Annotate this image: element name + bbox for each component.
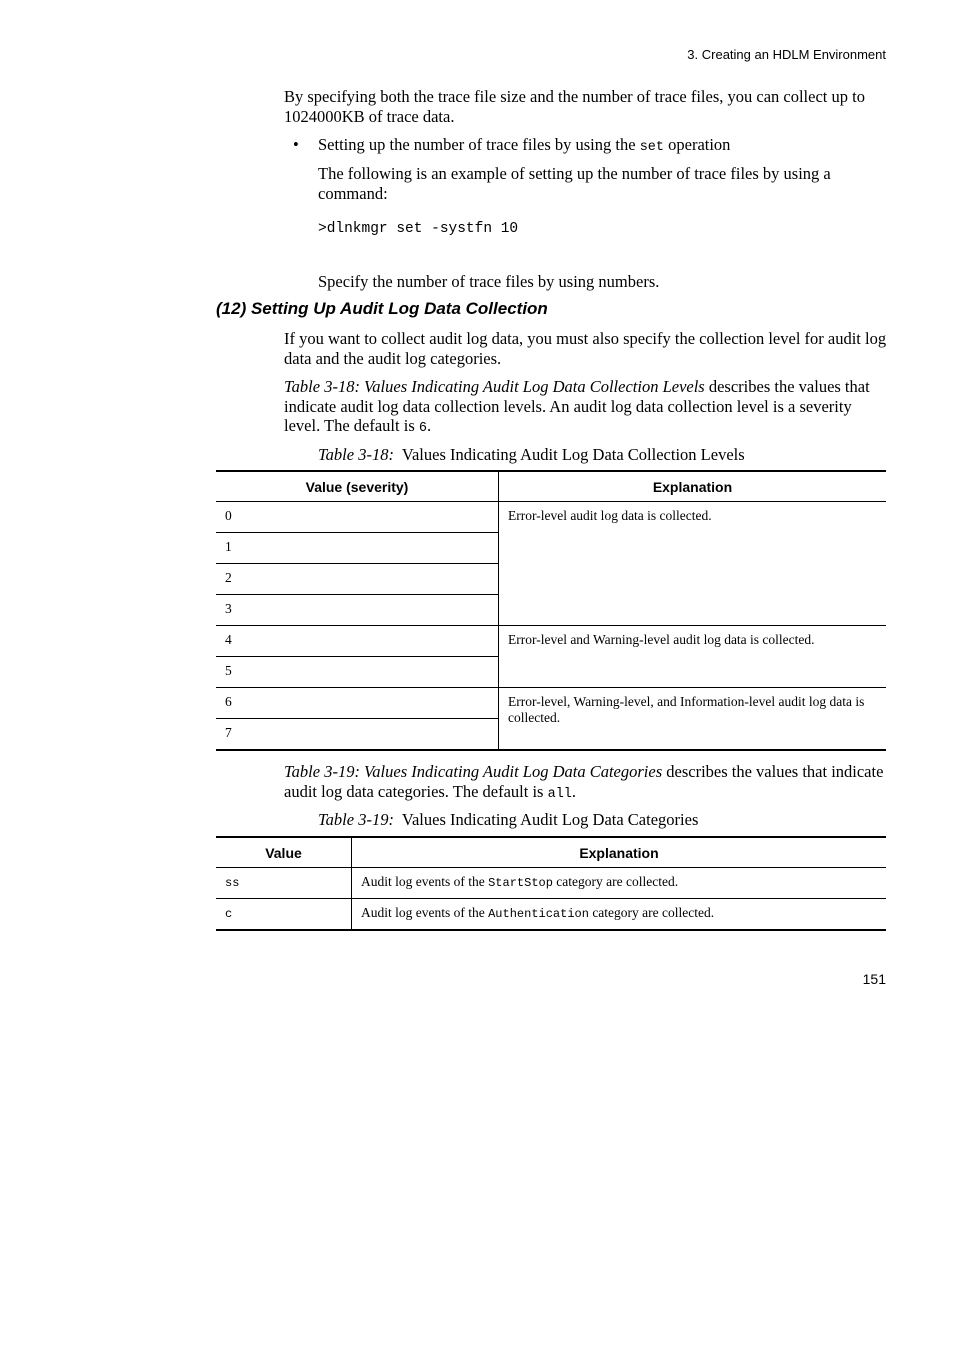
category-explanation: Audit log events of the StartStop category are collected. (352, 868, 887, 899)
inline-code: 6 (418, 421, 427, 436)
level-value: 3 (216, 595, 499, 626)
column-header: Explanation (499, 471, 887, 502)
column-header: Value (severity) (216, 471, 499, 502)
inline-code: all (547, 786, 572, 802)
table-caption (318, 810, 698, 830)
table-row (216, 626, 886, 657)
category-value: c (216, 899, 352, 931)
section-heading: (12) Setting Up Audit Log Data Collection (216, 299, 548, 318)
command-example: >dlnkmgr set -systfn 10 (318, 221, 519, 237)
table-reference: Table 3-18: Values Indicating Audit Log Data Collection Levels (284, 377, 705, 396)
levels-paragraph: Table 3-18: Values Indicating Audit Log Data Collection Levels describes the values that indicate audit log data collection levels. An audit log data collection level is a severity level. The default is 6. (284, 377, 870, 436)
level-value: 7 (216, 719, 499, 751)
categories-paragraph: Table 3-19: Values Indicating Audit Log Data Categories describes the values that indicate audit log data categories. The default is all. (284, 762, 884, 802)
level-explanation: Error-level, Warning-level, and Information-level audit log data is collected. (499, 688, 887, 751)
level-explanation: Error-level and Warning-level audit log data is collected. (499, 626, 887, 688)
table-row (216, 688, 886, 719)
table-reference: Table 3-19: Values Indicating Audit Log Data Categories (284, 762, 663, 781)
caption-label: Table 3-19: (318, 810, 394, 829)
caption-title: Values Indicating Audit Log Data Categories (401, 810, 699, 829)
category-explanation: Audit log events of the Authentication category are collected. (352, 899, 887, 931)
caption-label: Table 3-18: (318, 445, 394, 464)
bullet-marker: • (293, 135, 299, 154)
level-value: 6 (216, 688, 499, 719)
audit-categories-table (216, 836, 886, 931)
audit-levels-table (216, 470, 886, 751)
caption-title: Values Indicating Audit Log Data Collection Levels (401, 445, 745, 464)
table-caption (318, 445, 745, 465)
level-value: 5 (216, 657, 499, 688)
inline-code: StartStop (488, 876, 553, 890)
level-value: 2 (216, 564, 499, 595)
category-value: ss (216, 868, 352, 899)
inline-code: Authentication (488, 907, 589, 921)
column-header: Explanation (352, 837, 887, 868)
intro-paragraph: By specifying both the trace file size and the number of trace files, you can collect up to 1024000KB of trace data. (284, 87, 865, 126)
page-number: 151 (862, 971, 886, 987)
inline-code: set (639, 140, 664, 155)
running-header: 3. Creating an HDLM Environment (687, 47, 886, 62)
example-paragraph: The following is an example of setting up the number of trace files by using a command: (318, 164, 831, 203)
table-row (216, 899, 886, 931)
bullet-item: Setting up the number of trace files by using the set operation (318, 135, 731, 155)
level-value: 0 (216, 502, 499, 533)
level-value: 4 (216, 626, 499, 657)
table-row (216, 868, 886, 899)
level-explanation: Error-level audit log data is collected. (499, 502, 887, 626)
audit-intro-paragraph: If you want to collect audit log data, you must also specify the collection level for audit log data and the audit log categories. (284, 329, 887, 368)
level-value: 1 (216, 533, 499, 564)
table-row (216, 502, 886, 533)
specify-paragraph: Specify the number of trace files by using numbers. (318, 272, 660, 291)
column-header: Value (216, 837, 352, 868)
